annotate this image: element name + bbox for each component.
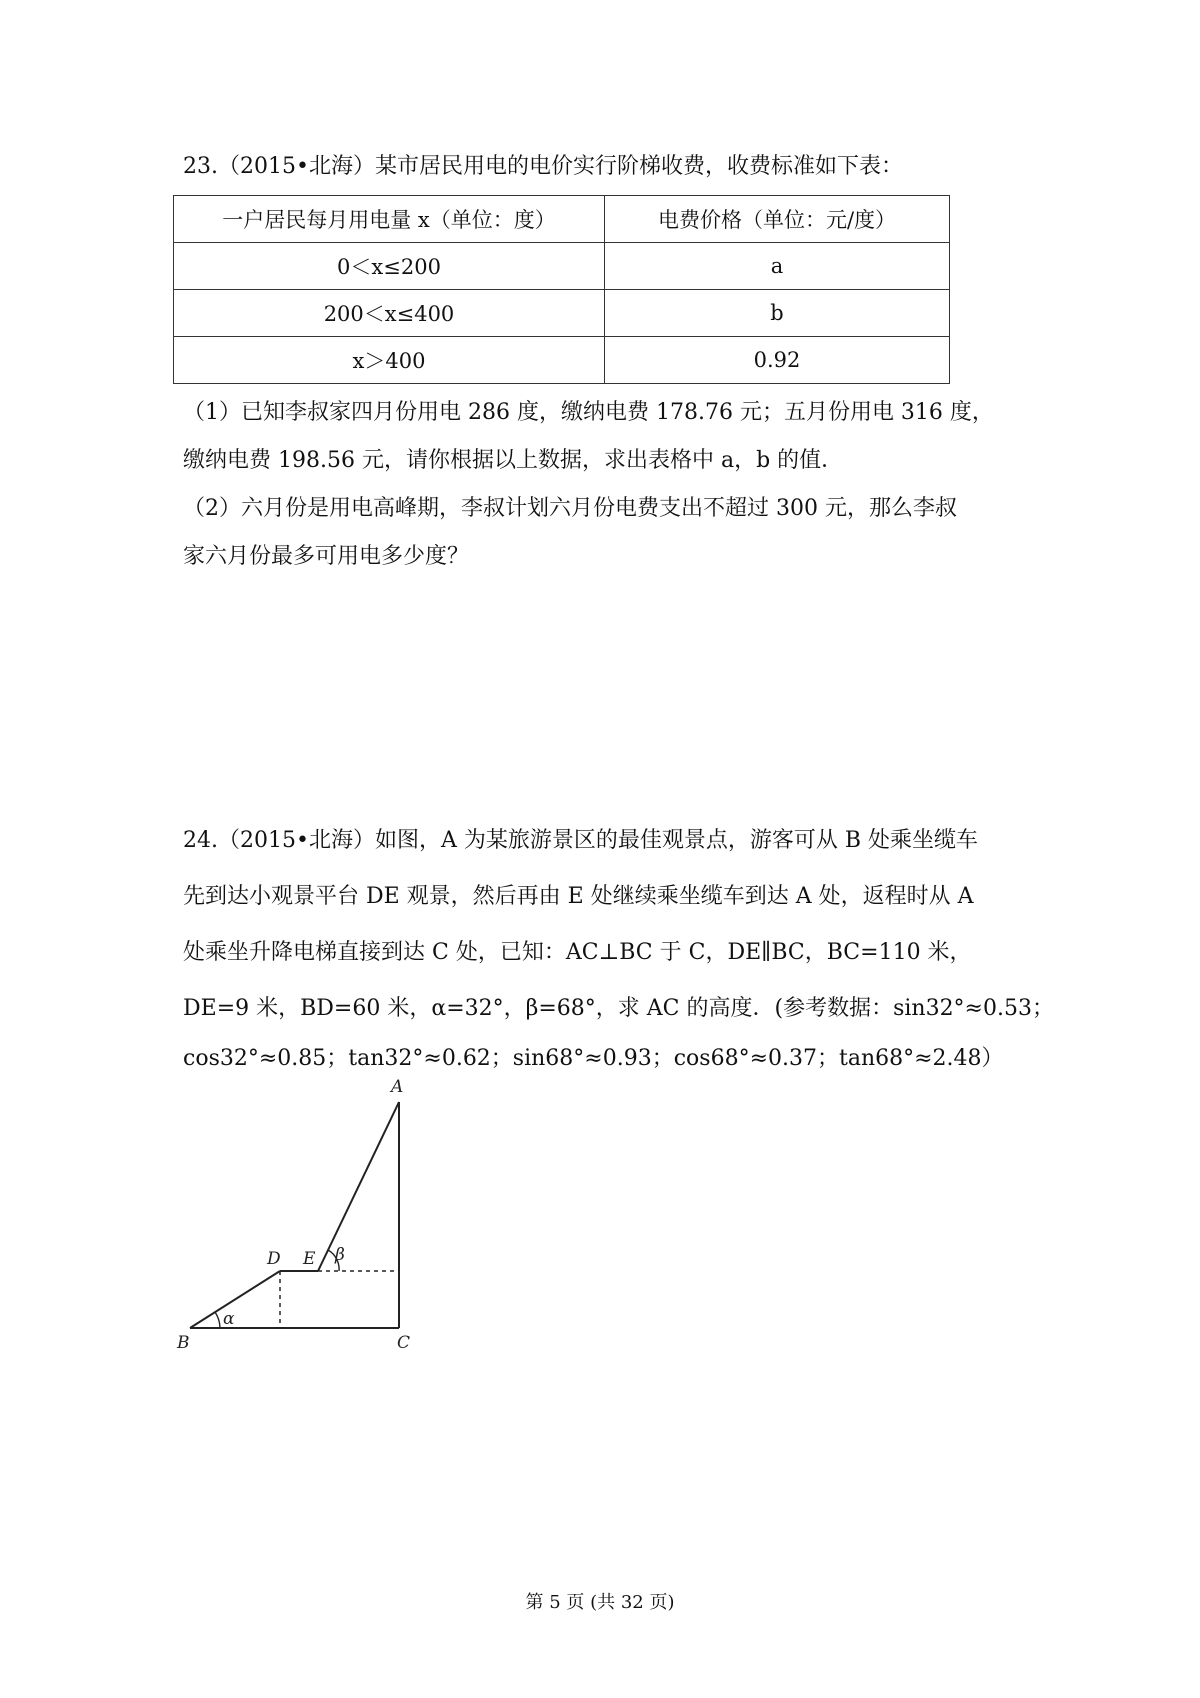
label-c: C [397, 1333, 411, 1350]
table-header-row [174, 196, 950, 243]
alpha-arc [215, 1312, 220, 1328]
table-cell: 0.92 [605, 337, 950, 384]
table-cell: a [605, 243, 950, 290]
label-b: B [177, 1333, 190, 1350]
q24-line1: 24.（2015•北海）如图，A 为某旅游景区的最佳观景点，游客可从 B 处乘坐缆车 [183, 828, 978, 853]
table-row [174, 290, 950, 337]
table-cell: b [605, 290, 950, 337]
q24-line2: 先到达小观景平台 DE 观景，然后再由 E 处继续乘坐缆车到达 A 处，返程时从 A [183, 884, 974, 909]
label-d: D [267, 1249, 281, 1269]
label-alpha: α [223, 1309, 235, 1329]
label-beta: β [335, 1245, 345, 1265]
table-cell: 0＜x≤200 [174, 243, 605, 290]
fee-table [173, 195, 950, 384]
label-e: E [303, 1249, 316, 1269]
q24-line3: 处乘坐升降电梯直接到达 C 处，已知：AC⊥BC 于 C，DE∥BC，BC=110 米， [183, 940, 972, 965]
table-cell: 200＜x≤400 [174, 290, 605, 337]
q23-part1-line1: （1）已知李叔家四月份用电 286 度，缴纳电费 178.76 元；五月份用电 316 度， [183, 400, 994, 425]
q23-part1-line2: 缴纳电费 198.56 元，请你根据以上数据，求出表格中 a，b 的值． [183, 448, 844, 473]
table-cell: x＞400 [174, 337, 605, 384]
label-a: A [391, 1077, 404, 1097]
q24-line4: DE=9 米，BD=60 米，α=32°，β=68°，求 AC 的高度．(参考数据：sin32°≈0.53； [183, 996, 1054, 1021]
geometry-figure [175, 1070, 435, 1350]
q23-part2-line2: 家六月份最多可用电多少度？ [183, 544, 470, 569]
q23-title: 23.（2015•北海）某市居民用电的电价实行阶梯收费，收费标准如下表： [183, 154, 903, 179]
q24-line5: cos32°≈0.85；tan32°≈0.62；sin68°≈0.93；cos68°≈0.37；tan68°≈2.48） [183, 1046, 1004, 1071]
page-footer: 第 5 页 (共 32 页) [525, 1592, 675, 1613]
segment-ea [318, 1102, 399, 1271]
q23-part2-line1: （2）六月份是用电高峰期，李叔计划六月份电费支出不超过 300 元，那么李叔 [183, 496, 957, 521]
segment-bd [190, 1271, 280, 1328]
table-header-price: 电费价格（单位：元/度） [605, 196, 950, 243]
table-row [174, 337, 950, 384]
table-row [174, 243, 950, 290]
table-header-usage: 一户居民每月用电量 x（单位：度） [174, 196, 605, 243]
